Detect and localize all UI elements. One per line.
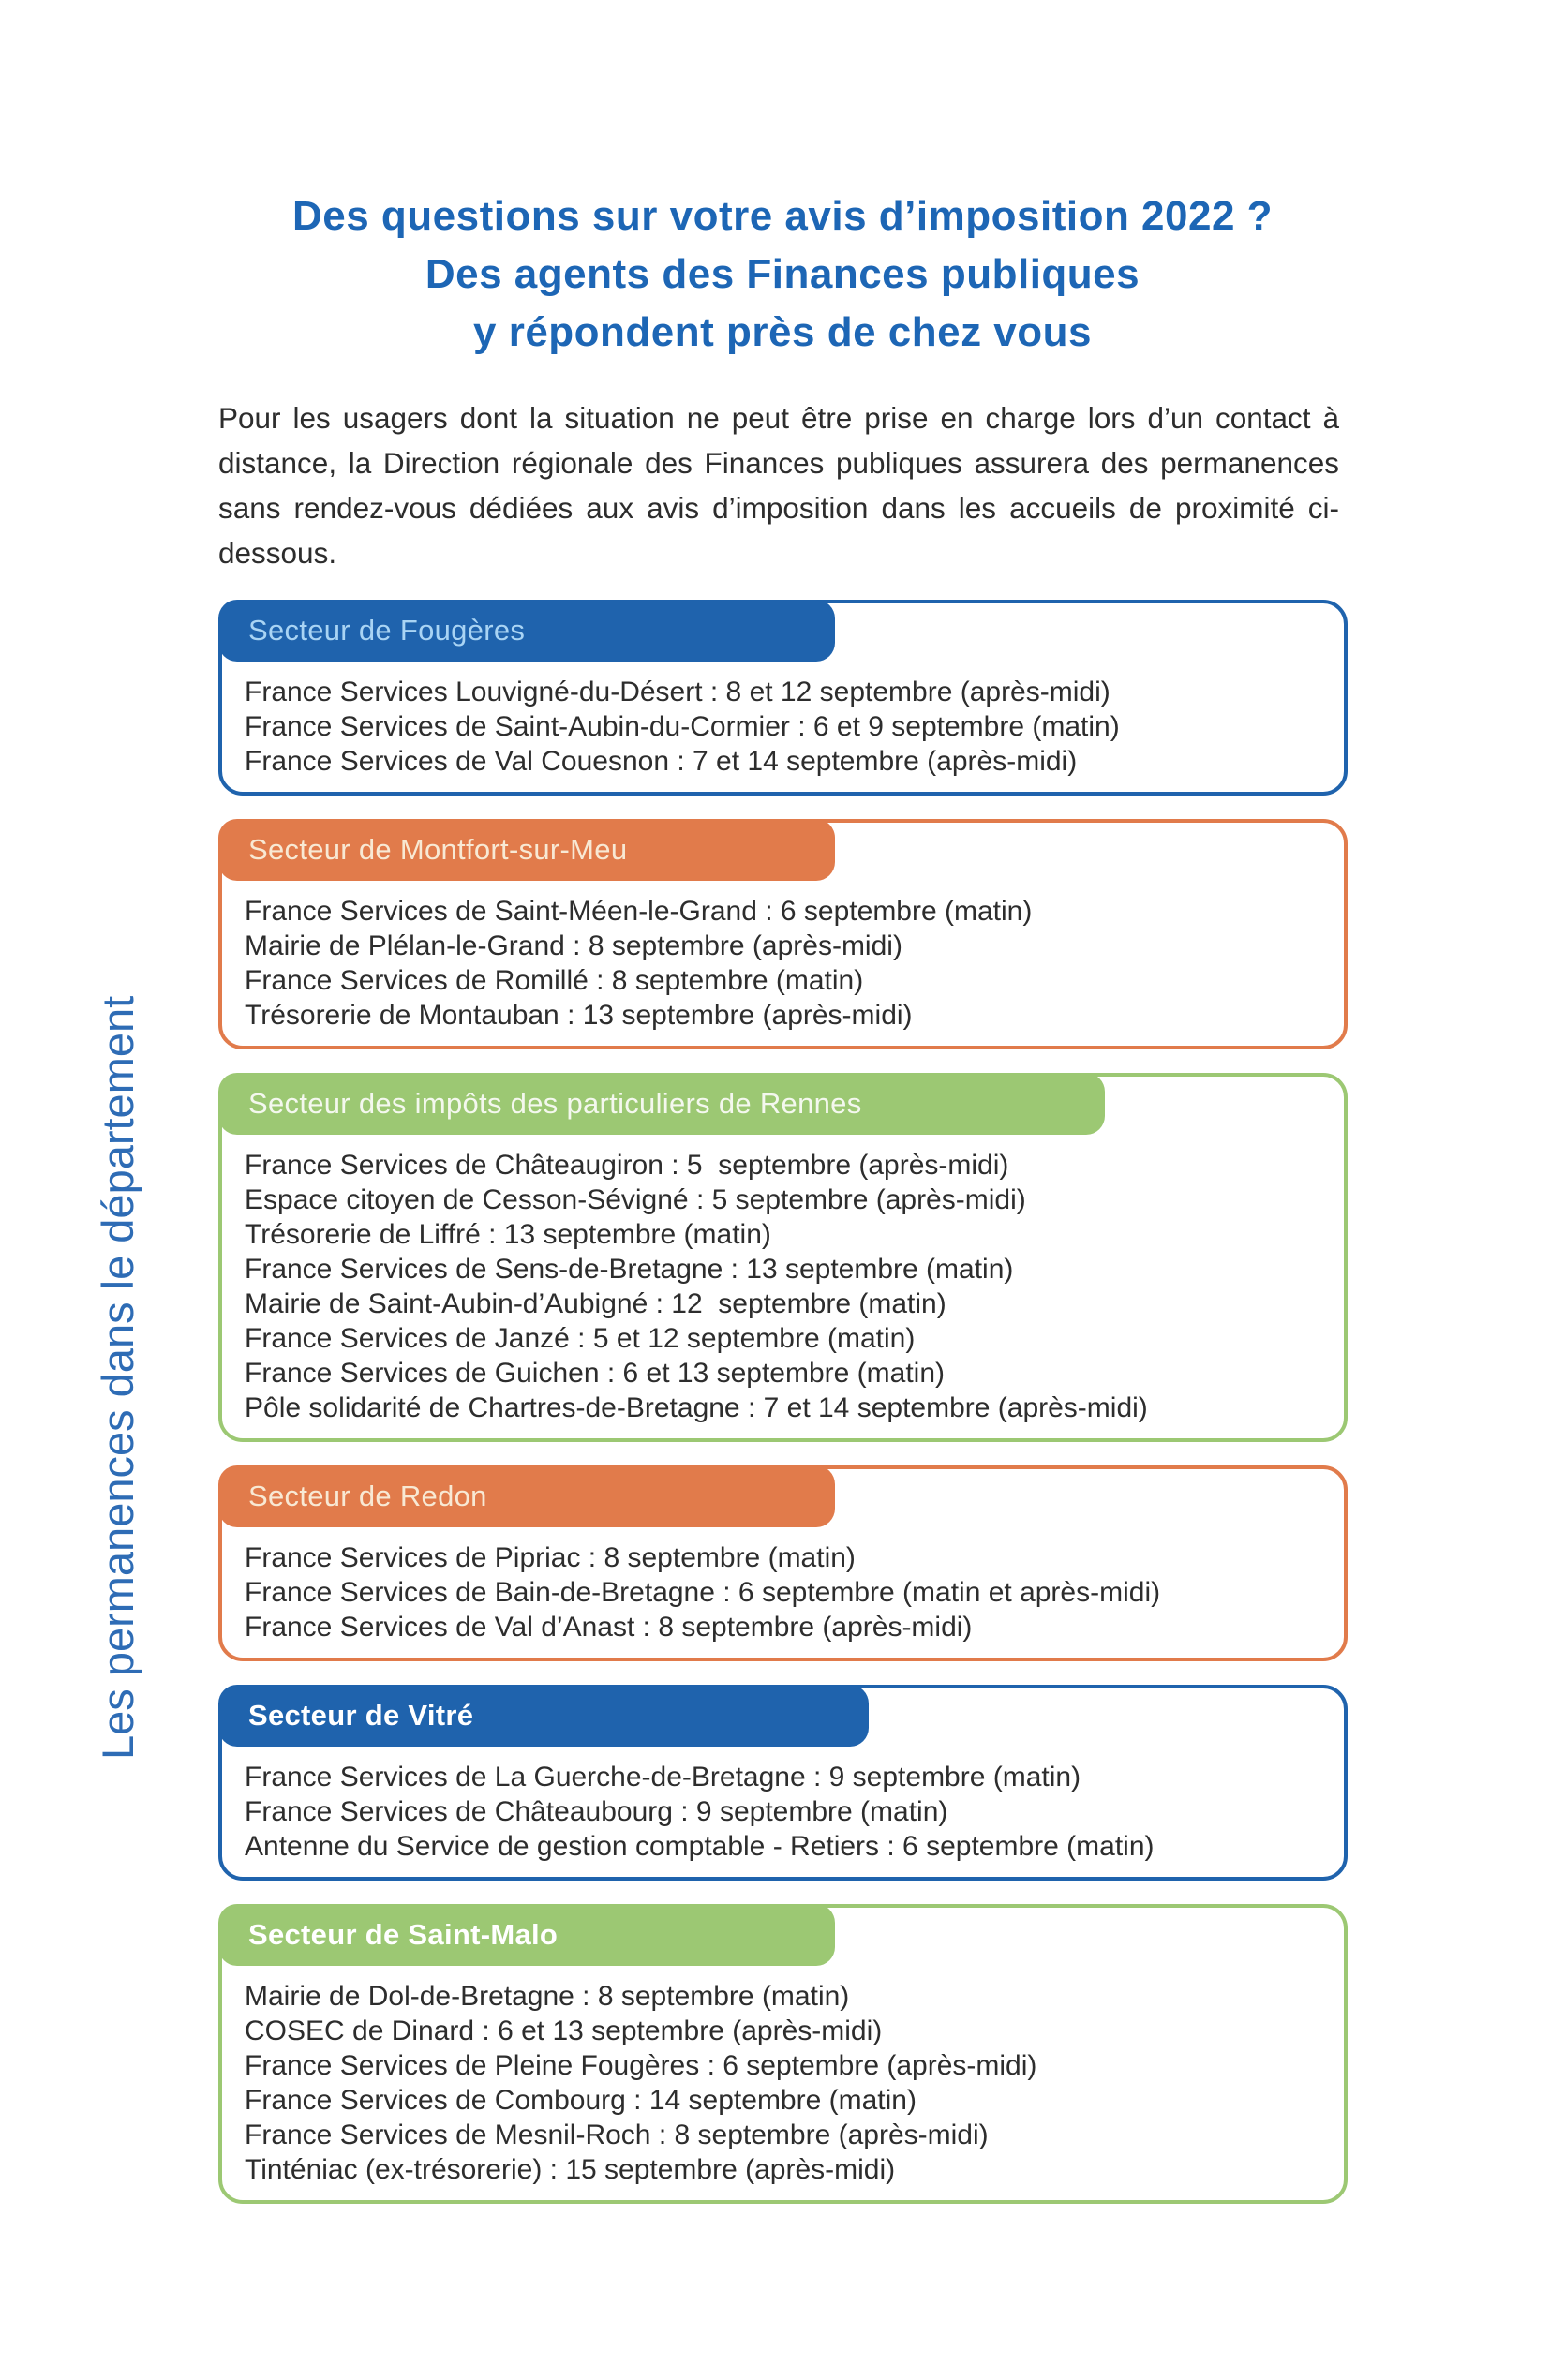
section-header-secteur-des-impots-des-particuliers-de-rennes (218, 1073, 1105, 1135)
schedule-line: France Services de Val Couesnon : 7 et 14 septembre (après-midi) (245, 746, 1078, 777)
schedule-line: Mairie de Dol-de-Bretagne : 8 septembre (matin) (245, 1981, 850, 2012)
section-box-secteur-de-vitre (218, 1685, 1348, 1881)
schedule-line: France Services de Bain-de-Bretagne : 6 septembre (matin et après-midi) (245, 1577, 1161, 1608)
section-box-secteur-de-montfort-sur-meu (218, 819, 1348, 1049)
schedule-line: France Services de Janzé : 5 et 12 septembre (matin) (245, 1323, 916, 1354)
section-header-secteur-de-fougeres (218, 600, 835, 662)
intro-paragraph: Pour les usagers dont la situation ne peut être prise en charge lors d’un contact à distance, la Direction régionale des Finances publiques assurera des permanences sans rendez-vous dédiées aux avis d’imposition dans les accueils de proximité ci-dessous. (218, 401, 1339, 570)
schedule-line: France Services de Sens-de-Bretagne : 13 septembre (matin) (245, 1254, 1014, 1285)
schedule-line: Espace citoyen de Cesson-Sévigné : 5 septembre (après-midi) (245, 1184, 1026, 1215)
schedule-line: COSEC de Dinard : 6 et 13 septembre (après-midi) (245, 2016, 883, 2046)
schedule-line: France Services de Romillé : 8 septembre (matin) (245, 965, 864, 996)
section-header-label: Secteur de Saint-Malo (248, 1918, 559, 1951)
section-header-label: Secteur des impôts des particuliers de Rennes (248, 1087, 862, 1120)
page-title-line-3: y répondent près de chez vous (473, 309, 1092, 355)
vertical-caption: Les permanences dans le département (93, 995, 142, 1760)
section-header-label: Secteur de Vitré (248, 1699, 474, 1732)
schedule-line: France Services de Châteaugiron : 5 septembre (après-midi) (245, 1150, 1009, 1181)
schedule-line: France Services de Châteaubourg : 9 septembre (matin) (245, 1796, 948, 1827)
page-title (150, 187, 1415, 362)
schedule-line: France Services Louvigné-du-Désert : 8 et 12 septembre (après-midi) (245, 677, 1110, 707)
schedule-line: Tinténiac (ex-trésorerie) : 15 septembre (après-midi) (245, 2154, 896, 2185)
schedule-line: Mairie de Saint-Aubin-d’Aubigné : 12 septembre (matin) (245, 1288, 946, 1319)
section-header-label: Secteur de Fougères (248, 614, 526, 647)
section-header-label: Secteur de Redon (248, 1480, 487, 1512)
schedule-line: Mairie de Plélan-le-Grand : 8 septembre (après-midi) (245, 930, 902, 961)
page-title-line-2: Des agents des Finances publiques (425, 251, 1140, 297)
schedule-line: France Services de Pipriac : 8 septembre (matin) (245, 1542, 856, 1573)
schedule-line: France Services de Combourg : 14 septembre (matin) (245, 2085, 917, 2116)
section-box-secteur-de-redon (218, 1465, 1348, 1661)
section-header-secteur-de-montfort-sur-meu (218, 819, 835, 881)
section-box-secteur-de-saint-malo (218, 1904, 1348, 2204)
schedule-line: France Services de La Guerche-de-Bretagne : 9 septembre (matin) (245, 1762, 1081, 1792)
sections-list (218, 600, 1348, 2204)
section-header-secteur-de-redon (218, 1465, 835, 1527)
schedule-line: Pôle solidarité de Chartres-de-Bretagne : 7 et 14 septembre (après-midi) (245, 1392, 1148, 1423)
schedule-line: France Services de Pleine Fougères : 6 septembre (après-midi) (245, 2050, 1037, 2081)
schedule-line: France Services de Guichen : 6 et 13 septembre (matin) (245, 1358, 946, 1389)
section-header-secteur-de-saint-malo (218, 1904, 835, 1966)
section-box-secteur-des-impots-des-particuliers-de-rennes (218, 1073, 1348, 1442)
schedule-line: Trésorerie de Liffré : 13 septembre (matin) (245, 1219, 771, 1250)
section-header-label: Secteur de Montfort-sur-Meu (248, 833, 628, 866)
schedule-line: France Services de Mesnil-Roch : 8 septembre (après-midi) (245, 2120, 989, 2150)
schedule-line: France Services de Val d’Anast : 8 septembre (après-midi) (245, 1612, 973, 1643)
schedule-line: Trésorerie de Montauban : 13 septembre (après-midi) (245, 1000, 913, 1031)
schedule-line: France Services de Saint-Méen-le-Grand : 6 septembre (matin) (245, 896, 1033, 927)
schedule-line: France Services de Saint-Aubin-du-Cormier : 6 et 9 septembre (matin) (245, 711, 1120, 742)
schedule-line: Antenne du Service de gestion comptable - Retiers : 6 septembre (matin) (245, 1831, 1155, 1862)
section-header-secteur-de-vitre (218, 1685, 869, 1747)
flyer-page (0, 187, 1550, 2380)
section-box-secteur-de-fougeres (218, 600, 1348, 796)
page-title-line-1: Des questions sur votre avis d’imposition 2022 ? (291, 193, 1274, 239)
